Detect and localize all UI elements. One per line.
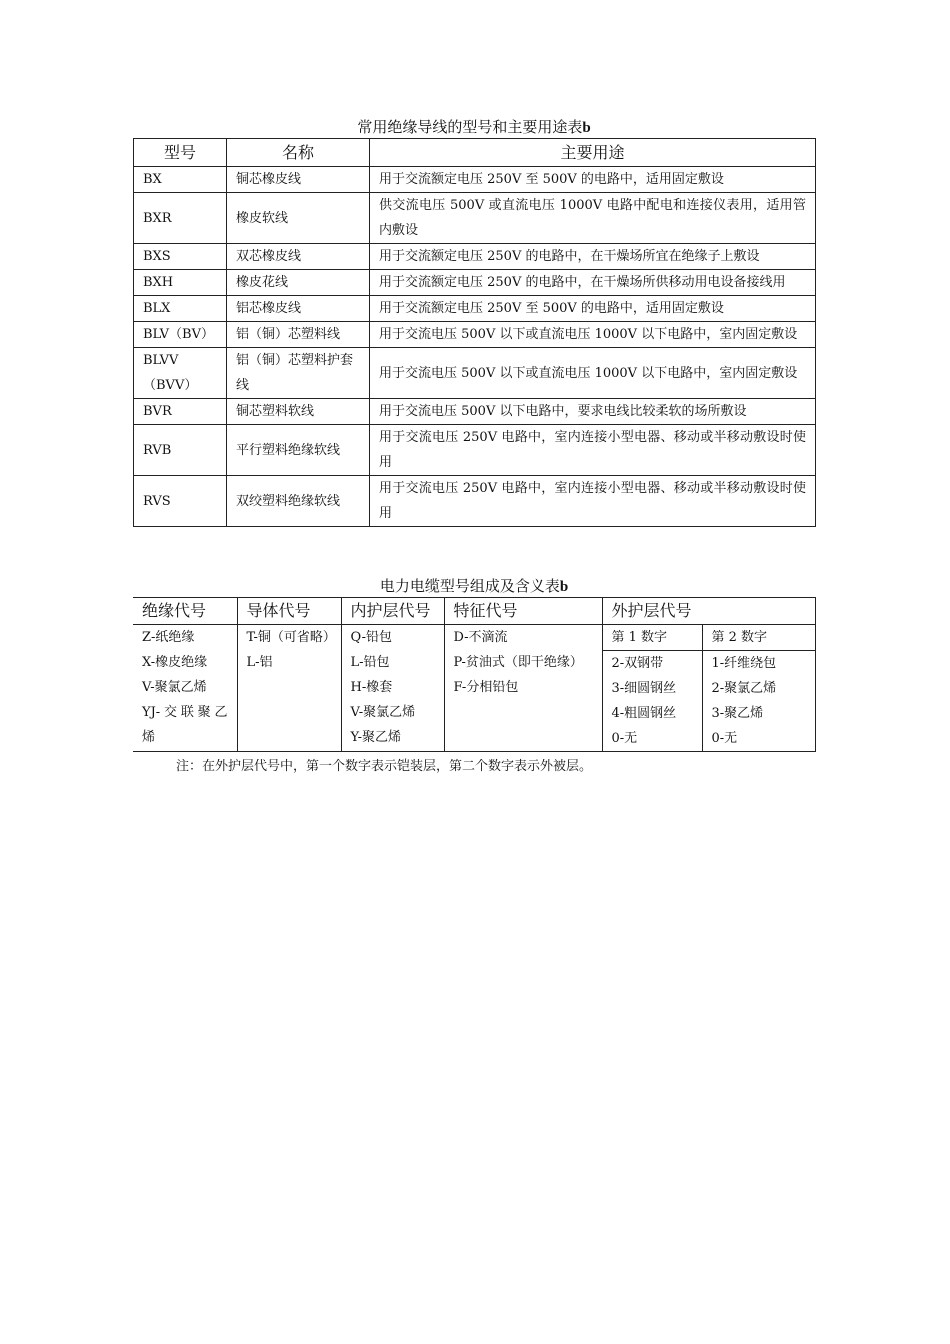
- header-model: 型号: [134, 139, 227, 167]
- conductor-item: L-铝: [246, 655, 273, 670]
- inner-sheath-item: Q-铅包: [350, 630, 393, 645]
- power-cable-table: [133, 597, 816, 752]
- table-row: [133, 625, 815, 752]
- name-cell: 铜芯塑料软线: [227, 399, 370, 425]
- name-cell: 平行塑料绝缘软线: [227, 425, 370, 476]
- model-cell: RVS: [134, 476, 227, 527]
- use-cell: 用于交流电压 500V 以下或直流电压 1000V 以下电路中，室内固定敷设: [370, 322, 816, 348]
- insulation-item: Z-纸绝缘: [142, 630, 195, 645]
- outer-first-item: 4-粗圆钢丝: [611, 706, 677, 721]
- insulation-item: V-聚氯乙烯: [142, 680, 207, 695]
- table2-title: 电力电缆型号组成及含义表b: [379, 577, 569, 595]
- name-cell: 铝芯橡皮线: [227, 296, 370, 322]
- use-cell: 供交流电压 500V 或直流电压 1000V 电路中配电和连接仪表用，适用管内敷设: [370, 193, 816, 244]
- use-cell: 用于交流电压 500V 以下电路中，要求电线比较柔软的场所敷设: [370, 399, 816, 425]
- outer-second-cell: [702, 625, 815, 752]
- table-row: [134, 322, 816, 348]
- use-cell: 用于交流额定电压 250V 的电路中，在干燥场所供移动用电设备接线用: [370, 270, 816, 296]
- header-use: 主要用途: [370, 139, 816, 167]
- name-cell: 铝（铜）芯塑料线: [227, 322, 370, 348]
- feature-item: P-贫油式（即干绝缘）: [453, 655, 583, 670]
- insulation-item: X-橡皮绝缘: [142, 655, 208, 670]
- inner-sheath-item: V-聚氯乙烯: [350, 705, 416, 720]
- header-inner-sheath: 内护层代号: [341, 598, 444, 625]
- outer-first-cell: [602, 625, 702, 752]
- name-cell: 橡皮花线: [227, 270, 370, 296]
- table-row: [134, 244, 816, 270]
- name-cell: 铜芯橡皮线: [227, 167, 370, 193]
- feature-cell: [444, 625, 602, 752]
- inner-sheath-item: H-橡套: [350, 680, 393, 695]
- model-cell: BLX: [134, 296, 227, 322]
- table-row: [134, 193, 816, 244]
- insulation-cell: [133, 625, 237, 752]
- outer-second-item: 1-纤维绕包: [711, 656, 777, 671]
- header-insulation: 绝缘代号: [133, 598, 237, 625]
- name-cell: 双芯橡皮线: [227, 244, 370, 270]
- outer-sub-header-2: 第 2 数字: [703, 625, 815, 651]
- model-cell: BLVV （BVV）: [134, 348, 227, 399]
- use-cell: 用于交流电压 250V 电路中，室内连接小型电器、移动或半移动敷设时使用: [370, 425, 816, 476]
- table-row: [134, 296, 816, 322]
- outer-second-item: 3-聚乙烯: [711, 706, 764, 721]
- header-outer-sheath: 外护层代号: [602, 598, 815, 625]
- use-cell: 用于交流额定电压 250V 的电路中，在干燥场所宜在绝缘子上敷设: [370, 244, 816, 270]
- model-cell: BLV（BV）: [134, 322, 227, 348]
- model-cell: BXH: [134, 270, 227, 296]
- name-cell: 铝（铜）芯塑料护套线: [227, 348, 370, 399]
- conductor-cell: [237, 625, 341, 752]
- header-name: 名称: [227, 139, 370, 167]
- use-cell: 用于交流电压 500V 以下或直流电压 1000V 以下电路中，室内固定敷设: [370, 348, 816, 399]
- header-conductor: 导体代号: [237, 598, 341, 625]
- table1-title: 常用绝缘导线的型号和主要用途表b: [357, 118, 591, 136]
- use-cell: 用于交流额定电压 250V 至 500V 的电路中，适用固定敷设: [370, 167, 816, 193]
- model-cell: BX: [134, 167, 227, 193]
- name-cell: 橡皮软线: [227, 193, 370, 244]
- outer-second-item: 0-无: [711, 731, 738, 746]
- inner-sheath-cell: [341, 625, 444, 752]
- insulation-item: YJ-交联聚乙: [142, 705, 228, 720]
- table-header-row: [134, 139, 816, 167]
- feature-item: D-不滴流: [453, 630, 508, 645]
- feature-item: F-分相铅包: [453, 680, 519, 695]
- use-cell: 用于交流电压 250V 电路中，室内连接小型电器、移动或半移动敷设时使用: [370, 476, 816, 527]
- inner-sheath-item: Y-聚乙烯: [350, 730, 402, 745]
- table-row: [134, 348, 816, 399]
- outer-first-item: 0-无: [611, 731, 638, 746]
- outer-sub-header-1: 第 1 数字: [603, 625, 702, 651]
- header-feature: 特征代号: [444, 598, 602, 625]
- name-cell: 双绞塑料绝缘软线: [227, 476, 370, 527]
- outer-first-item: 2-双钢带: [611, 656, 664, 671]
- inner-sheath-item: L-铅包: [350, 655, 390, 670]
- table-header-row: [133, 598, 815, 625]
- table-row: [134, 270, 816, 296]
- outer-second-item: 2-聚氯乙烯: [711, 681, 777, 696]
- use-cell: 用于交流额定电压 250V 至 500V 的电路中，适用固定敷设: [370, 296, 816, 322]
- table-note: 注：在外护层代号中，第一个数字表示铠装层，第二个数字表示外被层。: [176, 759, 593, 774]
- conductor-item: T-铜（可省略）: [246, 630, 336, 645]
- model-cell: BXR: [134, 193, 227, 244]
- table-row: [134, 167, 816, 193]
- table-row: [134, 425, 816, 476]
- insulated-wire-table: [133, 138, 816, 527]
- outer-first-item: 3-细圆钢丝: [611, 681, 677, 696]
- table-row: [134, 476, 816, 527]
- insulation-item: 烯: [142, 730, 156, 745]
- model-cell: BXS: [134, 244, 227, 270]
- table-row: [134, 399, 816, 425]
- model-cell: BVR: [134, 399, 227, 425]
- model-cell: RVB: [134, 425, 227, 476]
